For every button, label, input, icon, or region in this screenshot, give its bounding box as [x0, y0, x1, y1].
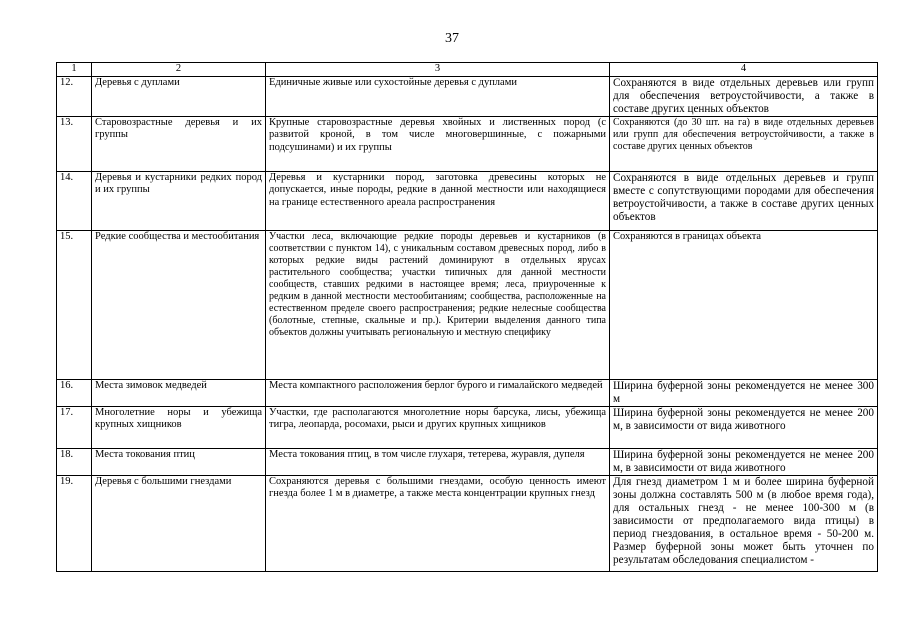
retention-regime: Ширина буферной зоны рекомендуется не менее 300 м — [610, 379, 878, 406]
column-header-1: 1 — [57, 63, 92, 77]
table-row — [57, 448, 878, 475]
retention-regime: Для гнезд диаметром 1 м и более ширина буферной зоны должна составлять 500 м (в любое время года), для остальных гнезд - не менее 100-300 м (в зависимости от предполагаемого вида птицы) в период гнездования, в остальное время - 50-200 м. Размер буферной зоны может быть уточнен по результатам обследования специалистом - — [610, 475, 878, 571]
object-name: Места зимовок медведей — [92, 379, 266, 406]
retention-regime: Сохраняются в границах объекта — [610, 230, 878, 379]
retention-regime: Ширина буферной зоны рекомендуется не менее 200 м, в зависимости от вида животного — [610, 448, 878, 475]
table-row — [57, 76, 878, 116]
column-header-2: 2 — [92, 63, 266, 77]
row-number: 14. — [57, 171, 92, 230]
object-name: Старовозрастные деревья и их группы — [92, 116, 266, 171]
object-description: Крупные старовозрастные деревья хвойных и лиственных пород (с развитой кроной, в том числе многовершинные, с пожарными подсушинами) и их группы — [266, 116, 610, 171]
object-name: Деревья с дуплами — [92, 76, 266, 116]
row-number: 18. — [57, 448, 92, 475]
object-name: Редкие сообщества и местообитания — [92, 230, 266, 379]
table-row — [57, 475, 878, 571]
object-name: Многолетние норы и убежища крупных хищников — [92, 406, 266, 448]
table-header-row — [57, 63, 878, 77]
object-name: Деревья с большими гнездами — [92, 475, 266, 571]
table-row — [57, 171, 878, 230]
retention-regime: Сохраняются в виде отдельных деревьев или групп для обеспечения ветроустойчивости, а также в составе других ценных объектов — [610, 76, 878, 116]
retention-regime: Ширина буферной зоны рекомендуется не менее 200 м, в зависимости от вида животного — [610, 406, 878, 448]
retention-regime: Сохраняются (до 30 шт. на га) в виде отдельных деревьев или групп для обеспечения ветроустойчивости, а также в составе других ценных объектов — [610, 116, 878, 171]
retention-regime: Сохраняются в виде отдельных деревьев и групп вместе с сопутствующими породами для обеспечения ветроустойчивости, а также в составе других ценных объектов — [610, 171, 878, 230]
table-row — [57, 379, 878, 406]
object-description: Участки, где располагаются многолетние норы барсука, лисы, убежища тигра, леопарда, росомахи, рыси и других крупных хищников — [266, 406, 610, 448]
table-row — [57, 116, 878, 171]
table-row — [57, 230, 878, 379]
object-description: Места токования птиц, в том числе глухаря, тетерева, журавля, дупеля — [266, 448, 610, 475]
object-description: Деревья и кустарники пород, заготовка древесины которых не допускается, иные породы, редкие в данной местности или находящиеся на границе естественного ареала распространения — [266, 171, 610, 230]
object-description: Места компактного расположения берлог бурого и гималайского медведей — [266, 379, 610, 406]
row-number: 19. — [57, 475, 92, 571]
row-number: 16. — [57, 379, 92, 406]
page-number: 37 — [445, 31, 459, 46]
object-name: Места токования птиц — [92, 448, 266, 475]
row-number: 12. — [57, 76, 92, 116]
object-description: Сохраняются деревья с большими гнездами, особую ценность имеют гнезда более 1 м в диаметре, а также места концентрации крупных гнезд — [266, 475, 610, 571]
objects-table — [56, 62, 878, 572]
row-number: 17. — [57, 406, 92, 448]
table-row — [57, 406, 878, 448]
object-description: Единичные живые или сухостойные деревья с дуплами — [266, 76, 610, 116]
object-description: Участки леса, включающие редкие породы деревьев и кустарников (в соответствии с пунктом 14), с уникальным составом древесных пород, либо в которых редкие виды растений доминируют в отдельных ярусах растительного сообщества; участки типичных для данной местности сообществ, ставших редкими в настоящее время; леса, приуроченные к редким в данной местности местообитаниям; сообщества, расположенные на естественном пределе своего распространения; редкие нелесные сообщества (болотные, степные, скальные и пр.). Критерии выделения данного типа объектов должны учитывать региональную и местную специфику — [266, 230, 610, 379]
row-number: 13. — [57, 116, 92, 171]
column-header-4: 4 — [610, 63, 878, 77]
column-header-3: 3 — [266, 63, 610, 77]
object-name: Деревья и кустарники редких пород и их группы — [92, 171, 266, 230]
row-number: 15. — [57, 230, 92, 379]
